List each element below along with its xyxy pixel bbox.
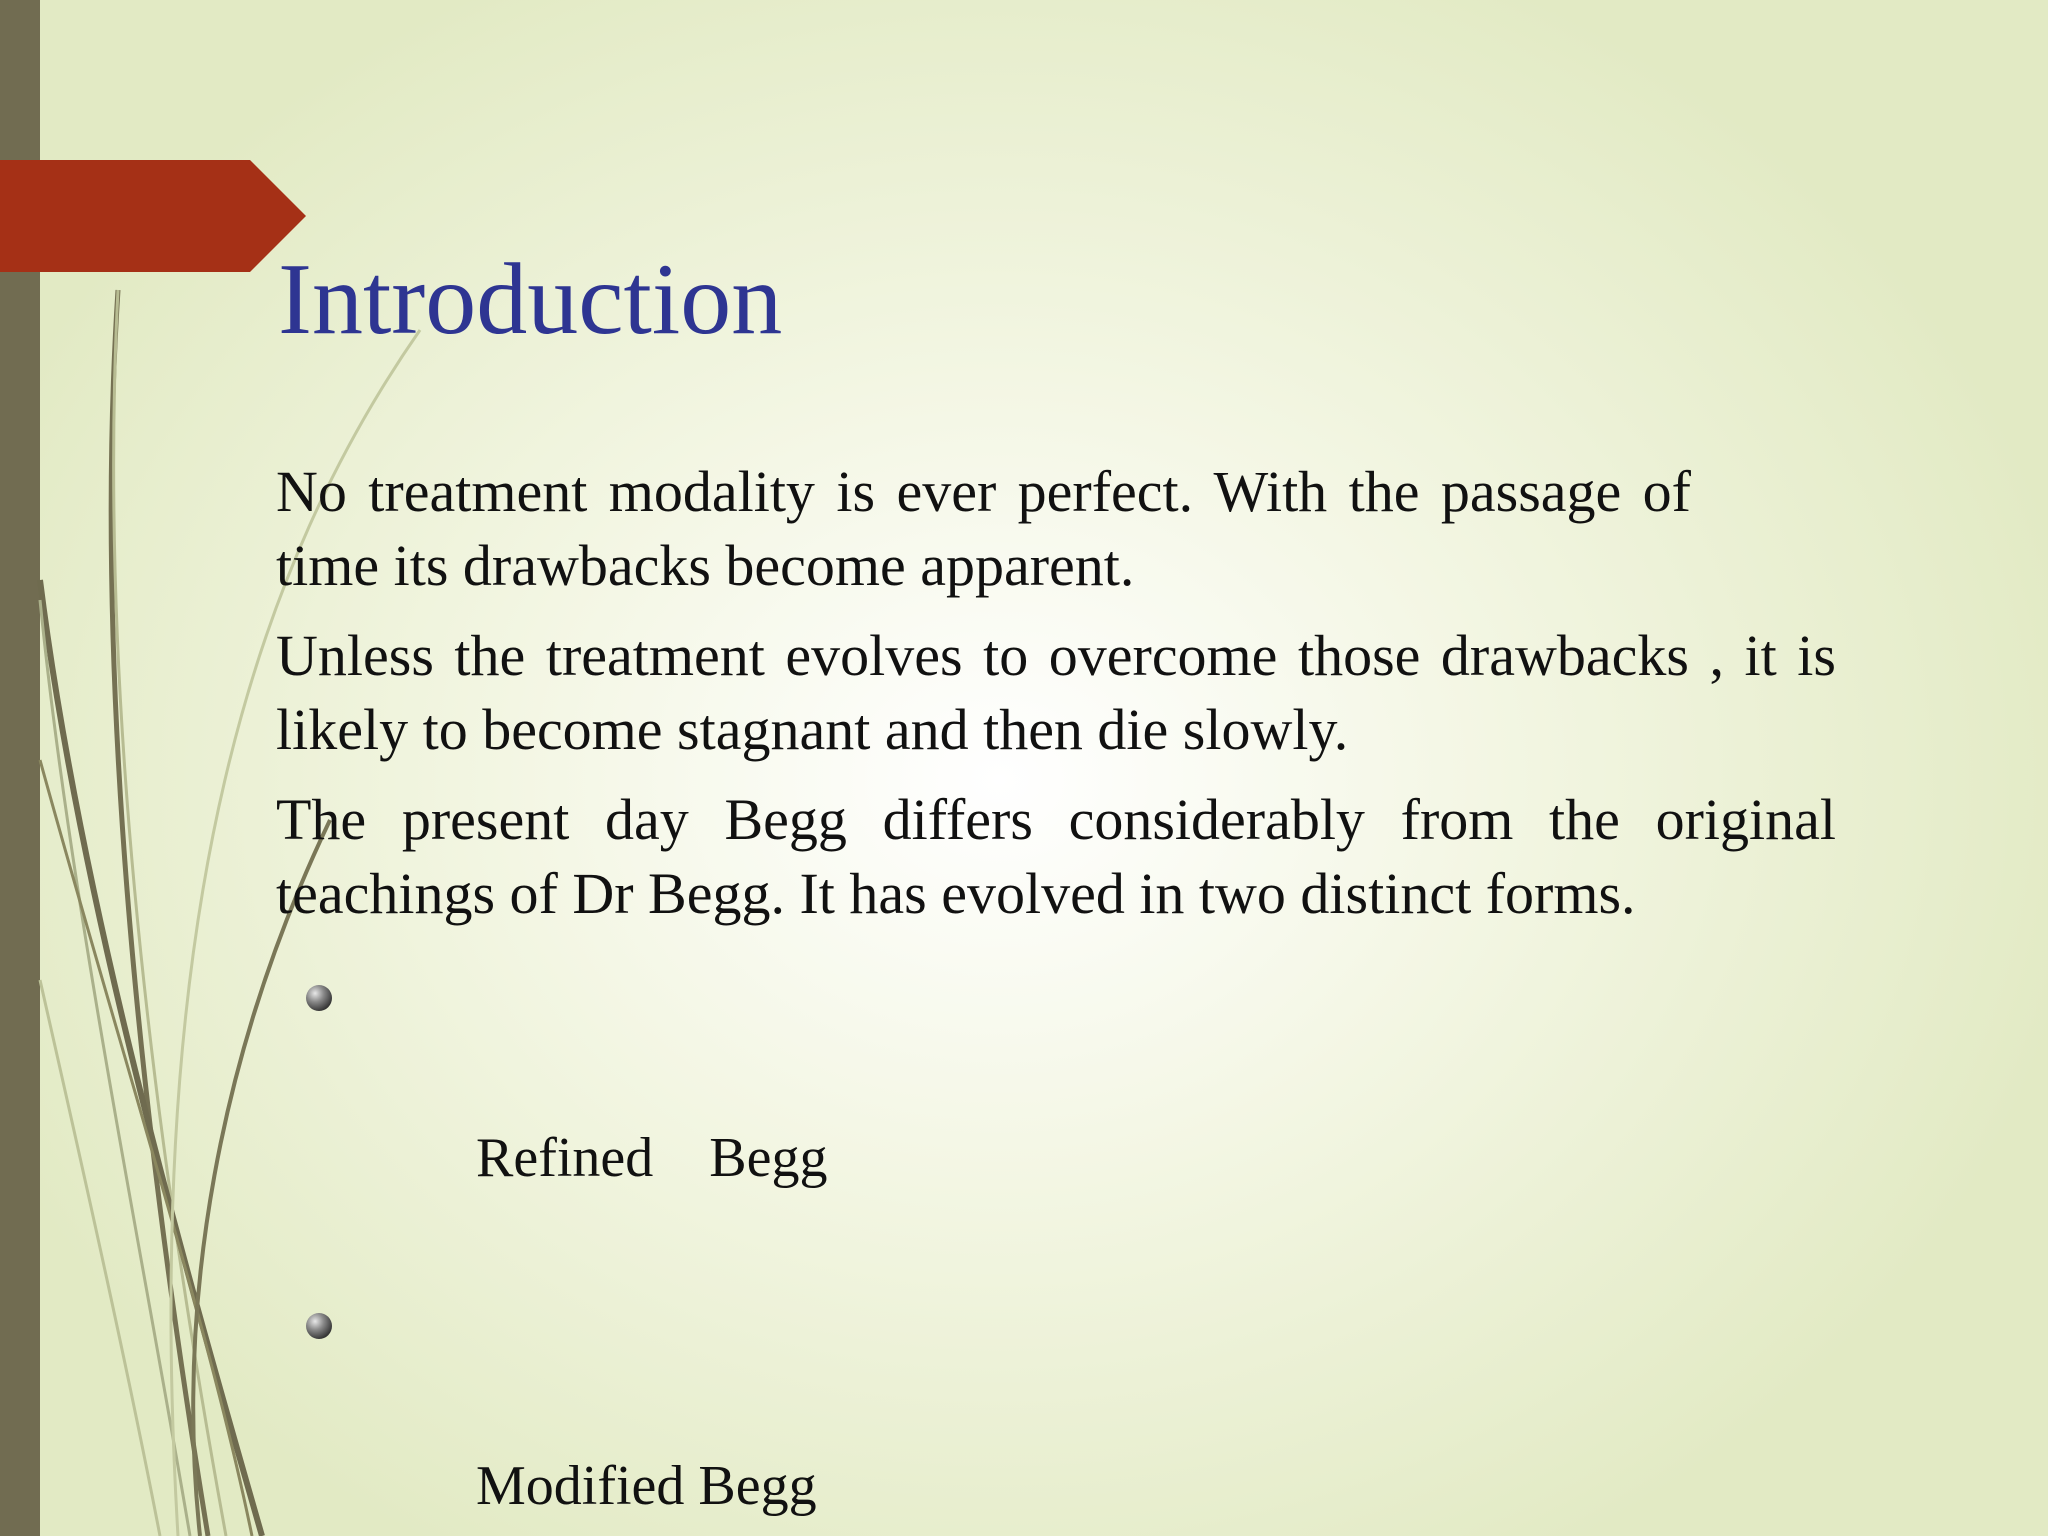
list-item [276,953,1836,1281]
bullet-text: Refined Begg [476,1127,828,1189]
bullet-list [276,953,1836,1536]
paragraph-1: No treatment modality is ever perfect. With the passage of time its drawbacks become apparent. [276,459,1691,598]
sphere-bullet-icon [306,1313,332,1339]
slide-title: Introduction [278,243,783,356]
slide-body [276,455,1836,1536]
bullet-text: Modified Begg [476,1455,817,1517]
list-item [276,1281,1836,1536]
paragraph-3: The present day Begg differs considerably from the original teachings of Dr Begg. It has evolved in two distinct forms. [276,787,1836,926]
paragraph-2: Unless the treatment evolves to overcome those drawbacks , it is likely to become stagnant and then die slowly. [276,623,1836,762]
title-accent-flag [0,160,306,272]
sphere-bullet-icon [306,985,332,1011]
